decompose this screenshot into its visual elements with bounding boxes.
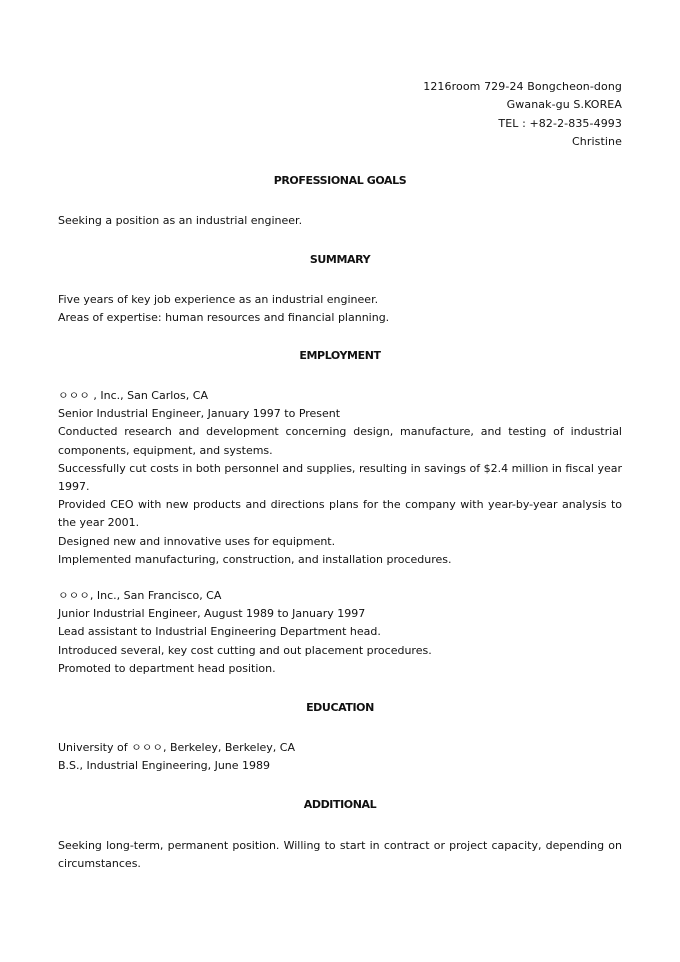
job-duty: Successfully cut costs in both personnel and supplies, resulting in savings of $2.4 million in fiscal year 1997. [58,461,622,494]
job-duty: Promoted to department head position. [58,661,276,675]
education-section [58,739,622,775]
job-company: ㅇㅇㅇ , Inc., San Carlos, CA [58,389,208,402]
summary-line: Areas of expertise: human resources and financial planning. [58,311,390,325]
employment-job-2 [58,587,622,678]
additional-heading: ADDITIONAL [303,798,377,811]
applicant-name: Christine [572,134,622,148]
education-school: University of ㅇㅇㅇ, Berkeley, Berkeley, CA [58,741,295,754]
education-degree: B.S., Industrial Engineering, June 1989 [58,759,271,773]
summary-section [58,291,622,327]
summary-heading: SUMMARY [309,253,371,266]
job-title: Senior Industrial Engineer, January 1997 to Present [58,407,341,421]
employment-heading: EMPLOYMENT [299,349,381,362]
job-duty: Implemented manufacturing, construction, and installation procedures. [58,552,452,566]
professional-goals-section [58,212,622,230]
education-heading: EDUCATION [306,701,374,714]
job-duty: Conducted research and development concerning design, manufacture, and testing of industrial components, equipment, and systems. [58,425,622,457]
employment-job-1 [58,387,622,569]
address-line-1: 1216room 729-24 Bongcheon-dong [423,80,622,93]
additional-text: Seeking long-term, permanent position. Willing to start in contract or project capacity, depending on circumstances. [58,839,622,871]
additional-section [58,837,622,873]
job-title: Junior Industrial Engineer, August 1989 to January 1997 [58,607,366,621]
professional-goals-heading: PROFESSIONAL GOALS [273,174,407,187]
job-duty: Provided CEO with new products and directions plans for the company with year-by-year analysis to the year 2001. [58,498,622,530]
goals-text: Seeking a position as an industrial engineer. [58,214,303,227]
job-duty: Designed new and innovative uses for equipment. [58,534,336,548]
job-duty: Lead assistant to Industrial Engineering Department head. [58,625,381,639]
phone-line: TEL : +82-2-835-4993 [498,116,622,130]
contact-address [423,78,622,151]
job-company: ㅇㅇㅇ, Inc., San Francisco, CA [58,589,222,602]
job-duty: Introduced several, key cost cutting and out placement procedures. [58,643,432,657]
address-line-2: Gwanak-gu S.KOREA [506,98,622,112]
summary-line: Five years of key job experience as an industrial engineer. [58,293,379,306]
